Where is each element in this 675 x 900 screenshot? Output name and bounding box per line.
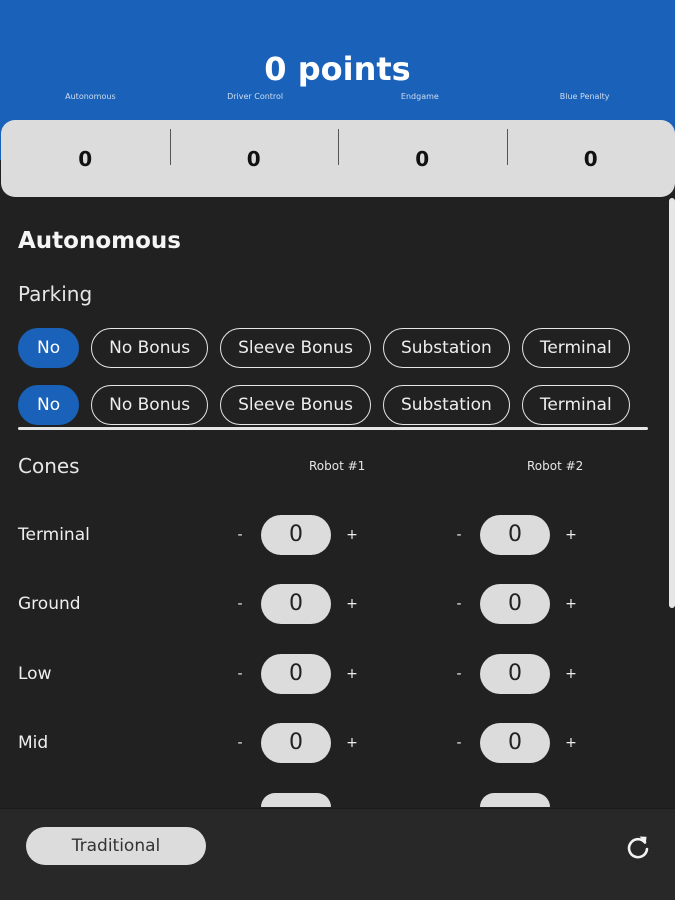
score-autonomous: 0	[78, 146, 93, 171]
increment-button[interactable]: +	[346, 666, 358, 682]
count-field[interactable]: 0	[261, 515, 331, 555]
ground-robot-1-stepper	[230, 584, 362, 624]
decrement-button[interactable]: -	[237, 596, 243, 612]
cone-row-label-mid: Mid	[18, 733, 49, 753]
section-title-autonomous: Autonomous	[18, 228, 181, 254]
robot-1-label: Robot #1	[309, 459, 366, 473]
low-robot-2-stepper	[449, 654, 581, 694]
category-label-autonomous: Autonomous	[65, 92, 116, 101]
increment-button[interactable]: +	[565, 666, 577, 682]
horizontal-scroll-indicator[interactable]	[18, 427, 648, 430]
category-label-endgame: Endgame	[400, 92, 439, 101]
count-field[interactable]: 0	[261, 723, 331, 763]
terminal-robot-1-stepper	[230, 515, 362, 555]
reset-icon[interactable]	[624, 833, 652, 861]
decrement-button[interactable]: -	[237, 666, 243, 682]
count-field[interactable]: 0	[261, 654, 331, 694]
cone-row-label-ground: Ground	[18, 594, 81, 614]
cones-label: Cones	[18, 454, 80, 478]
count-field-partial[interactable]	[480, 793, 550, 807]
decrement-button[interactable]: -	[237, 735, 243, 751]
count-field[interactable]: 0	[480, 654, 550, 694]
increment-button[interactable]: +	[565, 735, 577, 751]
increment-button[interactable]: +	[346, 527, 358, 543]
increment-button[interactable]: +	[346, 735, 358, 751]
mid-robot-2-stepper	[449, 723, 581, 763]
increment-button[interactable]: +	[565, 596, 577, 612]
parking-option-no[interactable]: No	[18, 328, 79, 368]
scrollbar[interactable]	[669, 198, 675, 608]
score-endgame: 0	[338, 147, 507, 171]
parking-option-substation[interactable]: Substation	[383, 328, 510, 368]
parking-option-terminal[interactable]: Terminal	[522, 328, 630, 368]
robot-2-label: Robot #2	[527, 459, 584, 473]
cone-row-label-terminal: Terminal	[18, 525, 90, 545]
parking-label: Parking	[18, 282, 93, 306]
parking-option-no[interactable]: No	[18, 385, 79, 425]
count-field-partial[interactable]	[261, 793, 331, 807]
total-points: 0 points	[264, 50, 411, 88]
parking-option-sleeve-bonus[interactable]: Sleeve Bonus	[220, 328, 371, 368]
traditional-mode-button[interactable]: Traditional	[26, 827, 206, 865]
decrement-button[interactable]: -	[237, 527, 243, 543]
increment-button[interactable]: +	[346, 596, 358, 612]
parking-option-no-bonus[interactable]: No Bonus	[91, 328, 208, 368]
decrement-button[interactable]: -	[456, 666, 462, 682]
parking-option-sleeve-bonus[interactable]: Sleeve Bonus	[220, 385, 371, 425]
parking-option-no-bonus[interactable]: No Bonus	[91, 385, 208, 425]
count-field[interactable]: 0	[261, 584, 331, 624]
decrement-button[interactable]: -	[456, 596, 462, 612]
parking-option-substation[interactable]: Substation	[383, 385, 510, 425]
decrement-button[interactable]: -	[456, 735, 462, 751]
increment-button[interactable]: +	[565, 527, 577, 543]
decrement-button[interactable]: -	[456, 527, 462, 543]
cone-row-label-low: Low	[18, 664, 52, 684]
category-label-blue-penalty: Blue Penalty	[559, 92, 610, 101]
category-labels	[8, 92, 667, 101]
score-driver-control: 0	[170, 147, 339, 171]
parking-options-robot-1	[18, 328, 658, 370]
parking-option-terminal[interactable]: Terminal	[522, 385, 630, 425]
low-robot-1-stepper	[230, 654, 362, 694]
count-field[interactable]: 0	[480, 723, 550, 763]
category-label-driver-control: Driver Control	[227, 92, 284, 101]
parking-options-robot-2	[18, 385, 658, 427]
score-breakdown-card	[1, 120, 675, 197]
score-blue-penalty: 0	[507, 147, 675, 171]
terminal-robot-2-stepper	[449, 515, 581, 555]
bottom-bar	[0, 808, 675, 900]
mid-robot-1-stepper	[230, 723, 362, 763]
count-field[interactable]: 0	[480, 515, 550, 555]
ground-robot-2-stepper	[449, 584, 581, 624]
count-field[interactable]: 0	[480, 584, 550, 624]
